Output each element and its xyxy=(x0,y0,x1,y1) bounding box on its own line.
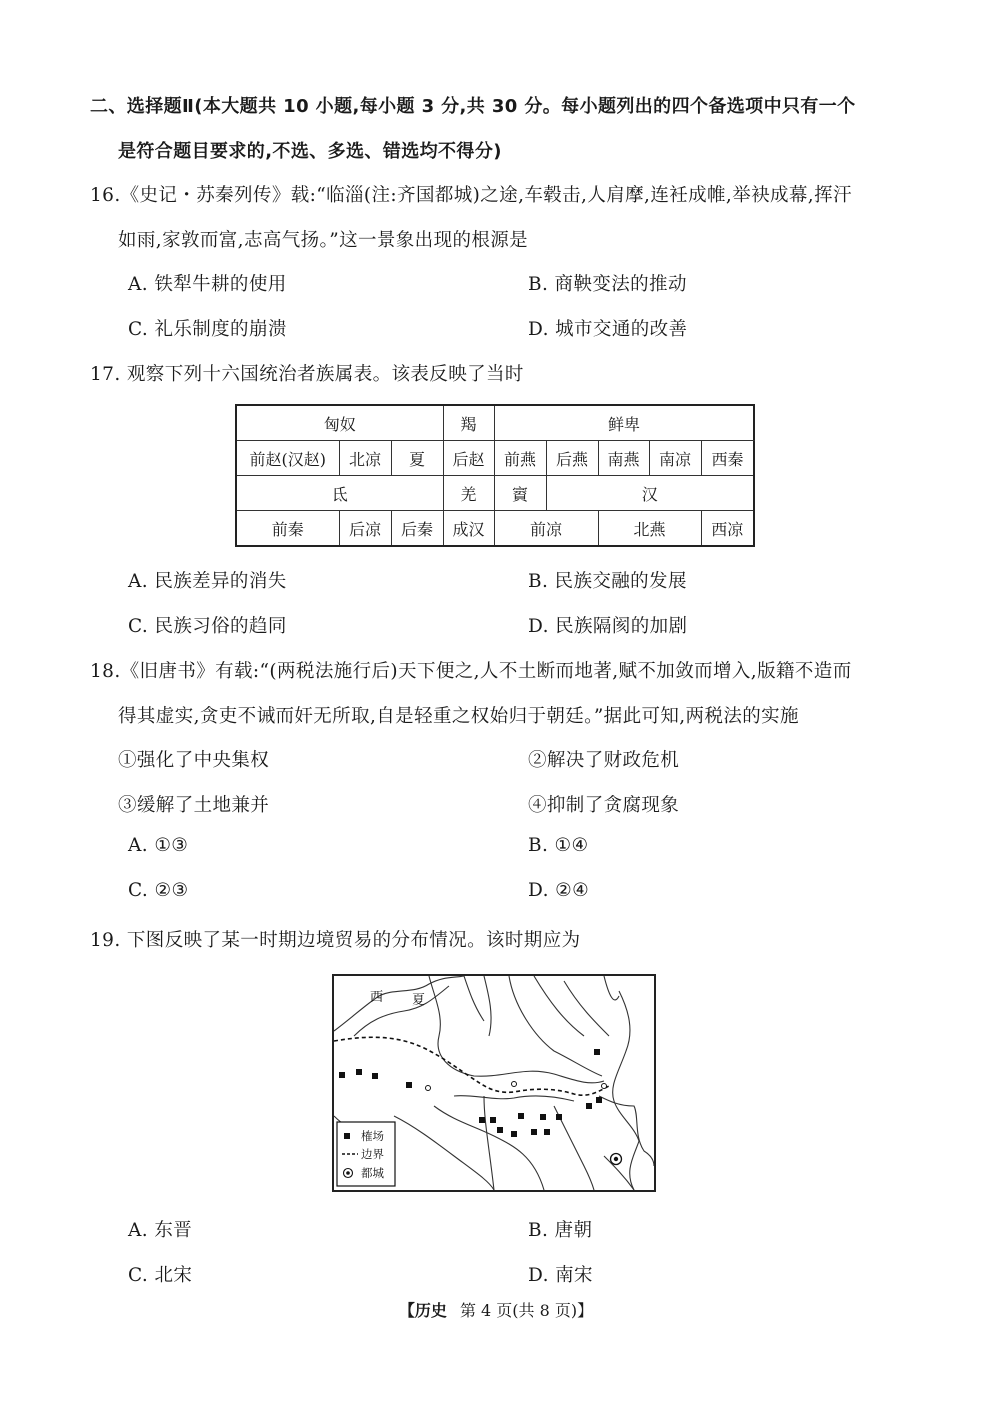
legend-market: 榷场 xyxy=(361,1129,384,1143)
table-cell: 后凉 xyxy=(339,511,391,547)
table-cell: 鲜卑 xyxy=(494,405,754,441)
q17-option-a[interactable]: A. 民族差异的消失 xyxy=(128,571,287,592)
table-cell: 后秦 xyxy=(391,511,443,547)
table-cell: 西秦 xyxy=(701,441,754,476)
q18-item-2: ②解决了财政危机 xyxy=(528,750,680,771)
table-cell: 匈奴 xyxy=(236,405,443,441)
table-cell: 汉 xyxy=(546,476,754,511)
q18-stem-line1: 18.《旧唐书》有载:“(两税法施行后)天下便之,人不土断而地著,赋不加敛而增入,版籍不造而 xyxy=(90,661,852,682)
q16-stem-line1: 16.《史记・苏秦列传》载:“临淄(注:齐国都城)之途,车毂击,人肩摩,连衽成帷,举袂成幕,挥汗 xyxy=(90,185,852,206)
q19-option-b[interactable]: B. 唐朝 xyxy=(528,1220,593,1241)
q17-option-b[interactable]: B. 民族交融的发展 xyxy=(528,571,687,592)
border-trade-map xyxy=(332,974,656,1192)
q16-stem-line2: 如雨,家敦而富,志高气扬。”这一景象出现的根源是 xyxy=(118,230,529,251)
table-cell: 南凉 xyxy=(649,441,701,476)
table-cell: 賨 xyxy=(494,476,546,511)
table-cell: 羌 xyxy=(443,476,494,511)
q16-option-b[interactable]: B. 商鞅变法的推动 xyxy=(528,274,687,295)
table-cell: 羯 xyxy=(443,405,494,441)
q18-item-4: ④抑制了贪腐现象 xyxy=(528,795,680,816)
q18-option-a[interactable]: A. ①③ xyxy=(128,835,189,856)
table-row xyxy=(236,441,754,476)
q18-option-d[interactable]: D. ②④ xyxy=(528,880,590,901)
table-row xyxy=(236,476,754,511)
market-icon xyxy=(344,1133,350,1139)
table-cell: 西凉 xyxy=(701,511,754,547)
table-cell: 北凉 xyxy=(339,441,391,476)
table-cell: 前秦 xyxy=(236,511,339,547)
q17-option-c[interactable]: C. 民族习俗的趋同 xyxy=(128,616,287,637)
tribe-table xyxy=(235,404,755,547)
table-cell: 成汉 xyxy=(443,511,494,547)
q18-stem-line2: 得其虚实,贪吏不诫而奸无所取,自是轻重之权始归于朝廷。”据此可知,两税法的实施 xyxy=(118,706,799,727)
table-cell: 后燕 xyxy=(546,441,598,476)
page-footer xyxy=(0,1298,992,1321)
table-cell: 后赵 xyxy=(443,441,494,476)
section-title-line1: 二、选择题Ⅱ(本大题共 10 小题,每小题 3 分,共 30 分。每小题列出的四个备选项中只有一个 xyxy=(90,96,856,117)
table-cell: 北燕 xyxy=(598,511,701,547)
q16-option-c[interactable]: C. 礼乐制度的崩溃 xyxy=(128,319,287,340)
legend-border: 边界 xyxy=(361,1147,384,1161)
q19-option-a[interactable]: A. 东晋 xyxy=(128,1220,193,1241)
legend-capital: 都城 xyxy=(361,1166,384,1180)
q19-option-d[interactable]: D. 南宋 xyxy=(528,1265,593,1286)
q19-option-c[interactable]: C. 北宋 xyxy=(128,1265,193,1286)
q17-stem: 17. 观察下列十六国统治者族属表。该表反映了当时 xyxy=(90,364,524,385)
q17-option-d[interactable]: D. 民族隔阂的加剧 xyxy=(528,616,688,637)
table-cell: 南燕 xyxy=(598,441,649,476)
footer-subject: 【历史 xyxy=(398,1301,447,1320)
q18-option-b[interactable]: B. ①④ xyxy=(528,835,589,856)
table-cell: 前凉 xyxy=(494,511,598,547)
q16-option-a[interactable]: A. 铁犁牛耕的使用 xyxy=(128,274,287,295)
q16-option-d[interactable]: D. 城市交通的改善 xyxy=(528,319,688,340)
table-cell: 夏 xyxy=(391,441,443,476)
q18-item-3: ③缓解了土地兼并 xyxy=(118,795,270,816)
q19-stem: 19. 下图反映了某一时期边境贸易的分布情况。该时期应为 xyxy=(90,930,581,951)
map-label-xia: 夏 xyxy=(412,993,426,1008)
map-label-xi: 西 xyxy=(370,990,384,1005)
map-drawing xyxy=(334,976,654,1190)
table-row xyxy=(236,511,754,547)
q18-item-1: ①强化了中央集权 xyxy=(118,750,270,771)
table-cell: 前赵(汉赵) xyxy=(236,441,339,476)
table-cell: 氐 xyxy=(236,476,443,511)
table-cell: 前燕 xyxy=(494,441,546,476)
footer-page: 第 4 页(共 8 页)】 xyxy=(459,1301,594,1320)
q18-option-c[interactable]: C. ②③ xyxy=(128,880,189,901)
table-row xyxy=(236,405,754,441)
section-title-line2: 是符合题目要求的,不选、多选、错选均不得分) xyxy=(118,141,502,162)
